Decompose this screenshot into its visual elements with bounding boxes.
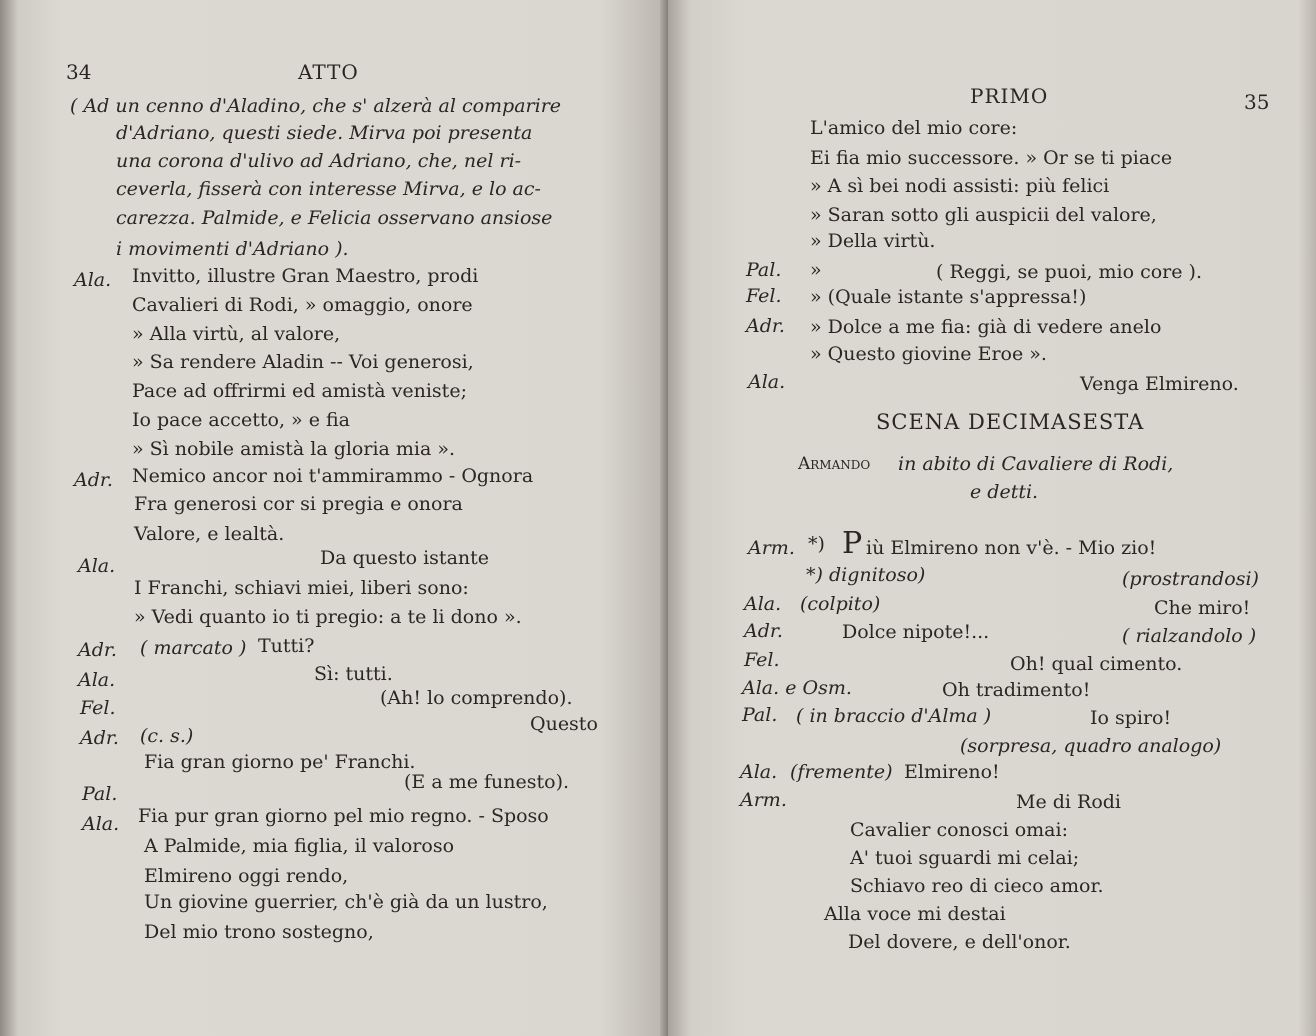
stage-direction-line: ( Ad un cenno d'Aladino, che s' alzerà al comparire	[70, 95, 562, 117]
verse-line: » A sì bei nodi assisti: più felici	[810, 175, 1110, 197]
stage-direction-line: i movimenti d'Adriano ).	[116, 238, 349, 260]
verse-line: Invitto, illustre Gran Maestro, prodi	[132, 265, 479, 287]
speaker: Arm.	[748, 537, 795, 559]
verse-line: » (Quale istante s'appressa!)	[810, 286, 1087, 308]
verse-line: Questo	[530, 713, 598, 735]
verse-line: Elmireno!	[904, 761, 1000, 783]
verse-line: » Alla virtù, al valore,	[132, 323, 341, 345]
verse-line: » Vedi quanto io ti pregio: a te li dono ».	[134, 606, 522, 628]
stage-direction: ( marcato )	[140, 637, 247, 659]
verse-line: Sì: tutti.	[314, 663, 393, 685]
verse-line: Fia pur gran giorno pel mio regno. - Sposo	[138, 805, 549, 827]
speaker: Ala.	[78, 669, 116, 691]
verse-line: » Questo giovine Eroe ».	[810, 343, 1047, 365]
stage-direction: (fremente)	[790, 761, 893, 783]
speaker: Adr.	[78, 639, 117, 661]
verse-line: Me di Rodi	[1016, 791, 1122, 813]
speaker: Adr.	[744, 620, 783, 642]
verse-line: Cavalier conosci omai:	[850, 819, 1068, 841]
verse-line: Del dovere, e dell'onor.	[848, 931, 1071, 953]
verse-line: Del mio trono sostegno,	[144, 921, 374, 943]
speaker: Arm.	[740, 789, 787, 811]
verse-line: Alla voce mi destai	[824, 903, 1006, 925]
stage-direction: (c. s.)	[140, 725, 194, 747]
verse-line: ( Reggi, se puoi, mio core ).	[936, 261, 1202, 283]
footnote-marker: *)	[808, 533, 825, 555]
verse-line: Pace ad offrirmi ed amistà veniste;	[132, 380, 467, 402]
scene-character-name: Armando	[798, 454, 871, 474]
stage-direction-line: d'Adriano, questi siede. Mirva poi presenta	[116, 122, 533, 144]
verse-line: Tutti?	[258, 635, 315, 657]
verse-line: (E a me funesto).	[404, 771, 570, 793]
running-head-left: ATTO	[298, 60, 359, 84]
drop-letter: P	[842, 526, 863, 561]
verse-line: Da questo istante	[320, 547, 490, 569]
speaker: Ala.	[748, 371, 786, 393]
scene-character-desc: e detti.	[970, 481, 1039, 503]
right-page	[668, 0, 1316, 1036]
verse-line: Valore, e lealtà.	[134, 523, 285, 545]
verse-line: Io pace accetto, » e fia	[132, 409, 350, 431]
speaker: Adr.	[80, 727, 119, 749]
speaker: Ala.	[740, 761, 778, 783]
speaker: Pal.	[746, 259, 782, 281]
verse-line: Elmireno oggi rendo,	[144, 865, 349, 887]
speaker: Pal.	[82, 783, 118, 805]
verse-line: Oh! qual cimento.	[1010, 653, 1183, 675]
verse-line: (Ah! lo comprendo).	[380, 687, 573, 709]
stage-direction: ( rialzandolo )	[1122, 625, 1257, 647]
speaker: Ala.	[74, 269, 112, 291]
stage-direction: (prostrandosi)	[1122, 568, 1259, 590]
speaker: Fel.	[744, 649, 780, 671]
verse-line: Dolce nipote!...	[842, 621, 990, 643]
speaker: Adr.	[746, 315, 785, 337]
running-head-right: PRIMO	[970, 84, 1049, 108]
speaker: Ala.	[82, 813, 120, 835]
verse-line: Cavalieri di Rodi, » omaggio, onore	[132, 294, 473, 316]
verse-line: Fra generosi cor si pregia e onora	[134, 493, 463, 515]
verse-line: L'amico del mio core:	[810, 117, 1018, 139]
verse-line: » Della virtù.	[810, 230, 936, 252]
verse-line: » Saran sotto gli auspicii del valore,	[810, 204, 1157, 226]
verse-line: Schiavo reo di cieco amor.	[850, 875, 1104, 897]
stage-direction: ( in braccio d'Alma )	[796, 705, 992, 727]
verse-line: Io spiro!	[1090, 707, 1172, 729]
verse-line: Un giovine guerrier, ch'è già da un lustro,	[144, 891, 548, 913]
verse-line: Ei fia mio successore. » Or se ti piace	[810, 147, 1173, 169]
footnote: *) dignitoso)	[806, 564, 926, 586]
speaker: Fel.	[746, 285, 782, 307]
speaker: Ala.	[744, 593, 782, 615]
speaker: Ala. e Osm.	[742, 677, 852, 699]
verse-line: » Dolce a me fia: già di vedere anelo	[810, 316, 1162, 338]
speaker: Pal.	[742, 704, 778, 726]
scene-character-desc: in abito di Cavaliere di Rodi,	[898, 453, 1174, 475]
verse-line: A' tuoi sguardi mi celai;	[850, 847, 1080, 869]
verse-line: Nemico ancor noi t'ammirammo - Ognora	[132, 465, 534, 487]
stage-direction: (colpito)	[800, 593, 881, 615]
verse-marker: »	[810, 259, 822, 281]
verse-line: Oh tradimento!	[942, 679, 1091, 701]
stage-direction-line: ceverla, fisserà con interesse Mirva, e lo ac-	[116, 178, 541, 200]
stage-direction-line: carezza. Palmide, e Felicia osservano ansiose	[116, 207, 553, 229]
scene-title: SCENA DECIMASESTA	[876, 410, 1145, 434]
speaker: Adr.	[74, 469, 113, 491]
page-number-right: 35	[1244, 90, 1270, 114]
verse-line: Che miro!	[1154, 597, 1251, 619]
verse-line: Venga Elmireno.	[1080, 373, 1239, 395]
verse-line: Fia gran giorno pe' Franchi.	[144, 751, 416, 773]
verse-line: I Franchi, schiavi miei, liberi sono:	[134, 577, 469, 599]
stage-direction-line: una corona d'ulivo ad Adriano, che, nel ri-	[116, 150, 522, 172]
speaker: Fel.	[80, 697, 116, 719]
stage-direction: (sorpresa, quadro analogo)	[960, 735, 1222, 757]
verse-line: » Sì nobile amistà la gloria mia ».	[132, 438, 456, 460]
verse-line: A Palmide, mia figlia, il valoroso	[144, 835, 455, 857]
page-number-left: 34	[66, 60, 92, 84]
verse-line: iù Elmireno non v'è. - Mio zio!	[866, 537, 1157, 559]
verse-line: » Sa rendere Aladin -- Voi generosi,	[132, 351, 474, 373]
speaker: Ala.	[78, 555, 116, 577]
